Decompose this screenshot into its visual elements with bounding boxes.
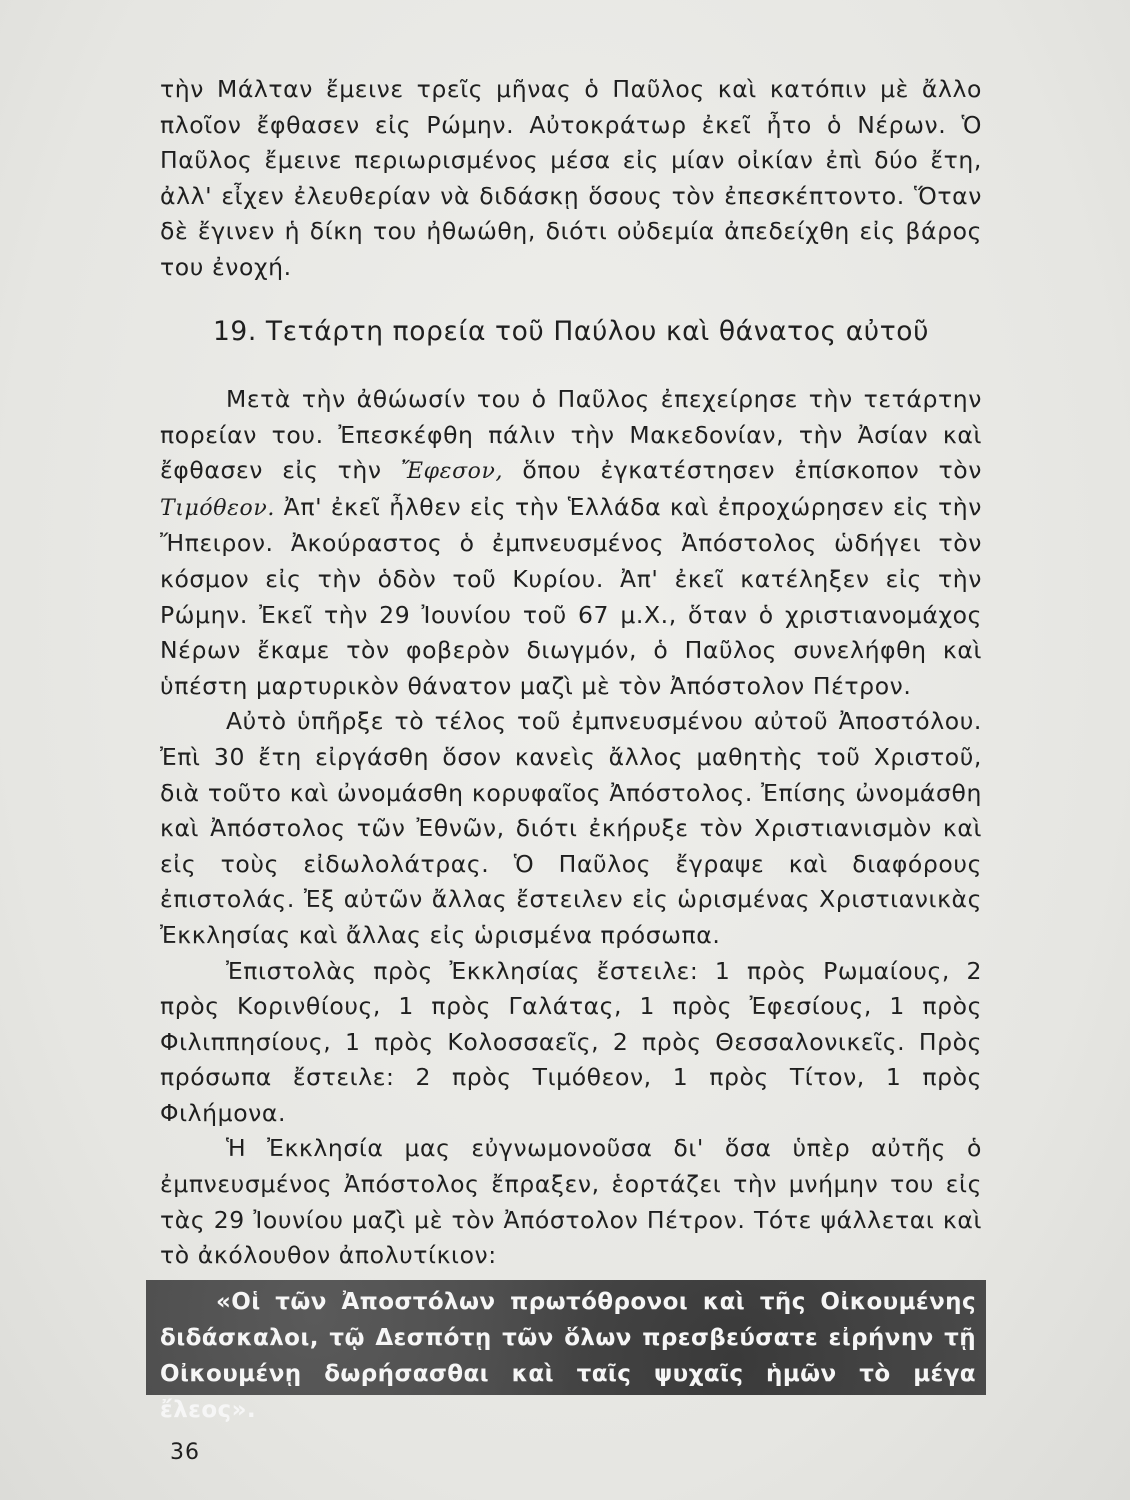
opening-paragraph: τὴν Μάλταν ἔμεινε τρεῖς μῆνας ὁ Παῦλος καὶ κατόπιν μὲ ἄλλο πλοῖον ἔφθασεν εἰς Ρώμην. Αὐτοκράτωρ ἐκεῖ ἦτο ὁ Νέρων. Ὁ Παῦλος ἔμεινε περιωρισμένος μέσα εἰς μίαν οἰκίαν ἐπὶ δύο ἔτη, ἀλλ' εἶχεν ἐλευθερίαν νὰ διδάσκῃ ὅσους τὸν ἐπεσκέπτοντο. Ὅταν δὲ ἔγινεν ἡ δίκη του ἠθωώθη, διότι οὐδεμία ἀπεδείχθη εἰς βάρος του ἐνοχή. xyxy=(160,75,982,281)
apolytikion-box xyxy=(146,1280,986,1423)
paragraph-part: Ἀπ' ἐκεῖ ἦλθεν εἰς τὴν Ἑλλάδα καὶ ἐπροχώρησεν εἰς τὴν Ἤπειρον. Ἀκούραστος ὁ ἐμπνευσμένος Ἀπόστολος ὡδήγει τὸν κόσμον εἰς τὴν ὁδὸν τοῦ Κυρίου. Ἀπ' ἐκεῖ κατέληξεν εἰς τὴν Ρώμην. Ἐκεῖ τὴν 29 Ἰουνίου τοῦ 67 μ.Χ., ὅταν ὁ χριστιανομάχος Νέρων ἔκαμε τὸν φοβερὸν διωγμόν, ὁ Παῦλος συνελήφθη καὶ ὑπέστη μαρτυρικὸν θάνατον μαζὶ μὲ τὸν Ἀπόστολον Πέτρον. xyxy=(160,492,982,700)
page-number: 36 xyxy=(170,1440,200,1465)
paragraph-end-of-apostle: Αὐτὸ ὑπῆρξε τὸ τέλος τοῦ ἐμπνευσμένου αὐτοῦ Ἀποστόλου. Ἐπὶ 30 ἔτη εἰργάσθη ὅσον κανεὶς ἄλλος μαθητὴς τοῦ Χριστοῦ, διὰ τοῦτο καὶ ὠνομάσθη κορυφαῖος Ἀπόστολος. Ἐπίσης ὠνομάσθη καὶ Ἀπόστολος τῶν Ἐθνῶν, διότι ἐκήρυξε τὸν Χριστιανισμὸν καὶ εἰς τοὺς εἰδωλολάτρας. Ὁ Παῦλος ἔγραψε καὶ διαφόρους ἐπιστολάς. Ἐξ αὐτῶν ἄλλας ἔστειλεν εἰς ὡρισμένας Χριστιανικὰς Ἐκκλησίας καὶ ἄλλας εἰς ὡρισμένα πρόσωπα. xyxy=(160,707,982,949)
paragraph-feast-day: Ἡ Ἐκκλησία μας εὐγνωμονοῦσα δι' ὅσα ὑπὲρ αὐτῆς ὁ ἐμπνευσμένος Ἀπόστολος ἔπραξεν, ἑορτάζει τὴν μνήμην του εἰς τὰς 29 Ἰουνίου μαζὶ μὲ τὸν Ἀπόστολον Πέτρον. Τότε ψάλλεται καὶ τὸ ἀκόλουθον ἀπολυτίκιον: xyxy=(160,1134,982,1270)
paragraph-fourth-journey xyxy=(160,382,982,704)
paragraph-epistles: Ἐπιστολὰς πρὸς Ἐκκλησίας ἔστειλε: 1 πρὸς Ρωμαίους, 2 πρὸς Κορινθίους, 1 πρὸς Γαλάτας, 1 πρὸς Ἐφεσίους, 1 πρὸς Φιλιππησίους, 1 πρὸς Κολοσσαεῖς, 2 πρὸς Θεσσαλονικεῖς. Πρὸς πρόσωπα ἔστειλε: 2 πρὸς Τιμόθεον, 1 πρὸς Τίτον, 1 πρὸς Φιλήμονα. xyxy=(160,956,982,1127)
apolytikion-text: «Οἱ τῶν Ἀποστόλων πρωτόθρονοι καὶ τῆς Οἰκουμένης διδάσκαλοι, τῷ Δεσπότῃ τῶν ὅλων πρεσβεύσατε εἰρήνην τῇ Οἰκουμένῃ δωρήσασθαι καὶ ταῖς ψυχαῖς ἡμῶν τὸ μέγα ἔλεος». xyxy=(160,1289,976,1423)
paragraph-part: ὅπου ἐγκατέστησεν ἐπίσκοπον τὸν xyxy=(503,456,982,485)
timothy-italic: Τιμόθεον. xyxy=(160,495,275,521)
section-heading: 19. Τετάρτη πορεία τοῦ Παύλου καὶ θάνατος αὐτοῦ xyxy=(212,316,930,347)
opening-text xyxy=(160,72,982,286)
paragraph-part: Μετὰ τὴν ἀθώωσίν του ὁ Παῦλος ἐπεχείρησε τὴν τετάρτην πορείαν του. Ἐπεσκέφθη πάλιν τὴν Μακεδονίαν, τὴν Ἀσίαν καὶ ἔφθασεν εἰς τὴν xyxy=(160,385,982,485)
section-body xyxy=(160,382,982,1274)
ephesus-italic: Ἔφεσον, xyxy=(400,459,504,485)
